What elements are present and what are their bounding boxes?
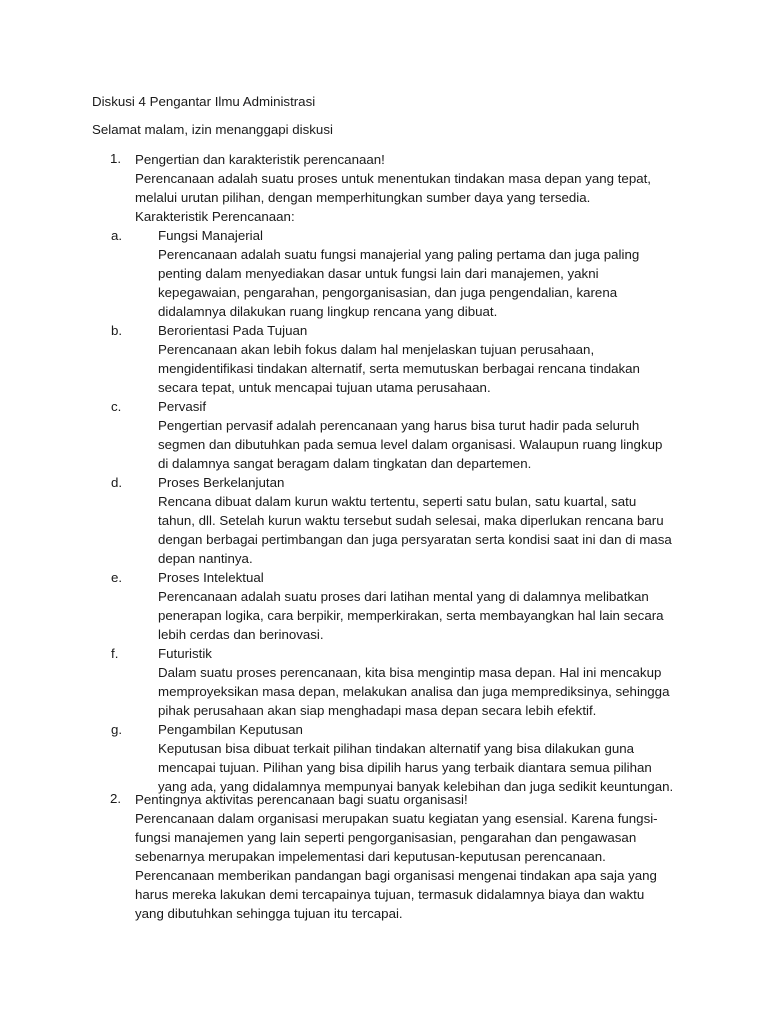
section-paragraph: Perencanaan dalam organisasi merupakan suatu kegiatan yang esensial. Karena fungsi-fungsi manajemen yang lain seperti pengorganisasian, pengarahan dan pengawasan sebenarnya merupakan impelementasi dari keputusan-keputusan perencanaan. Perencanaan memberikan pandangan bagi organisasi mengenai tindakan apa saja yang harus mereka lakukan demi tercapainya tujuan, termasuk didalamnya biaya dan waktu yang dibutuhkan sehingga tujuan itu tercapai.: [135, 811, 658, 921]
list-item-letter: g.: [111, 722, 123, 737]
list-item-text: Keputusan bisa dibuat terkait pilihan tindakan alternatif yang bisa dilakukan guna mencapai tujuan. Pilihan yang bisa dipilih harus yang terbaik diantara semua pilihan yang ada, yang didalamnya mempunyai banyak kelebihan dan juga sedikit keuntungan.: [158, 741, 674, 794]
list-item: [111, 321, 675, 397]
list-item-text: Dalam suatu proses perencanaan, kita bisa mengintip masa depan. Hal ini mencakup memproyeksikan masa depan, melakukan analisa dan juga memprediksinya, sehingga pihak perusahaan akan siap menghadapi masa depan secara lebih efektif.: [158, 665, 670, 718]
section-subheading: Karakteristik Perencanaan:: [135, 209, 295, 224]
section-number: 2.: [110, 791, 122, 806]
list-item: [111, 644, 675, 720]
list-item: [111, 568, 675, 644]
list-item-letter: e.: [111, 570, 123, 585]
section-paragraph: Perencanaan adalah suatu proses untuk menentukan tindakan masa depan yang tepat, melalui urutan pilihan, dengan memperhitungkan sumber daya yang tersedia.: [135, 171, 651, 205]
greeting-line: Selamat malam, izin menanggapi diskusi: [92, 122, 333, 137]
section-body: [135, 790, 675, 923]
list-item-title: Fungsi Manajerial: [158, 228, 263, 243]
list-item-title: Berorientasi Pada Tujuan: [158, 323, 308, 338]
list-item-text: Perencanaan adalah suatu fungsi manajerial yang paling pertama dan juga paling penting dalam menyediakan dasar untuk fungsi lain dari manajemen, yakni kepegawaian, pengarahan, pengorganisasian, dan juga pengendalian, karena didalamnya dilakukan ruang lingkup rencana yang dibuat.: [158, 247, 640, 319]
section-heading: Pentingnya aktivitas perencanaan bagi suatu organisasi!: [135, 792, 468, 807]
list-item: [111, 473, 675, 568]
list-item: [111, 397, 675, 473]
list-item-text: Perencanaan akan lebih fokus dalam hal menjelaskan tujuan perusahaan, mengidentifikasi tindakan alternatif, serta memutuskan berbagai rencana tindakan secara tepat, untuk mencapai tujuan utama perusahaan.: [158, 342, 640, 395]
list-item: [111, 226, 675, 321]
list-item-title: Pengambilan Keputusan: [158, 722, 303, 737]
document-title: Diskusi 4 Pengantar Ilmu Administrasi: [92, 94, 316, 109]
section-number: 1.: [110, 151, 122, 166]
list-item-letter: b.: [111, 323, 123, 338]
list-item-text: Rencana dibuat dalam kurun waktu tertentu, seperti satu bulan, satu kuartal, satu tahun, dll. Setelah kurun waktu tersebut sudah selesai, maka diperlukan rencana baru dengan berbagai pertimbangan dan juga persyaratan serta kondisi saat ini dan di masa depan nantinya.: [158, 494, 672, 566]
list-item-letter: a.: [111, 228, 123, 243]
section-heading: Pengertian dan karakteristik perencanaan!: [135, 152, 385, 167]
list-item: [111, 720, 675, 796]
list-item-title: Proses Berkelanjutan: [158, 475, 285, 490]
list-item-text: Perencanaan adalah suatu proses dari latihan mental yang di dalamnya melibatkan penerapan logika, cara berpikir, memperkirakan, serta membayangkan hal lain secara lebih cerdas dan berinovasi.: [158, 589, 664, 642]
list-item-title: Pervasif: [158, 399, 207, 414]
list-item-title: Futuristik: [158, 646, 212, 661]
list-item-text: Pengertian pervasif adalah perencanaan yang harus bisa turut hadir pada seluruh segmen dan dibutuhkan pada semua level dalam organisasi. Walaupun ruang lingkup di dalamnya sangat beragam dalam tingkatan dan departemen.: [158, 418, 663, 471]
section-body: [111, 150, 675, 796]
list-item-letter: d.: [111, 475, 123, 490]
list-item-letter: c.: [111, 399, 122, 414]
list-item-letter: f.: [111, 646, 119, 661]
list-item-title: Proses Intelektual: [158, 570, 264, 585]
